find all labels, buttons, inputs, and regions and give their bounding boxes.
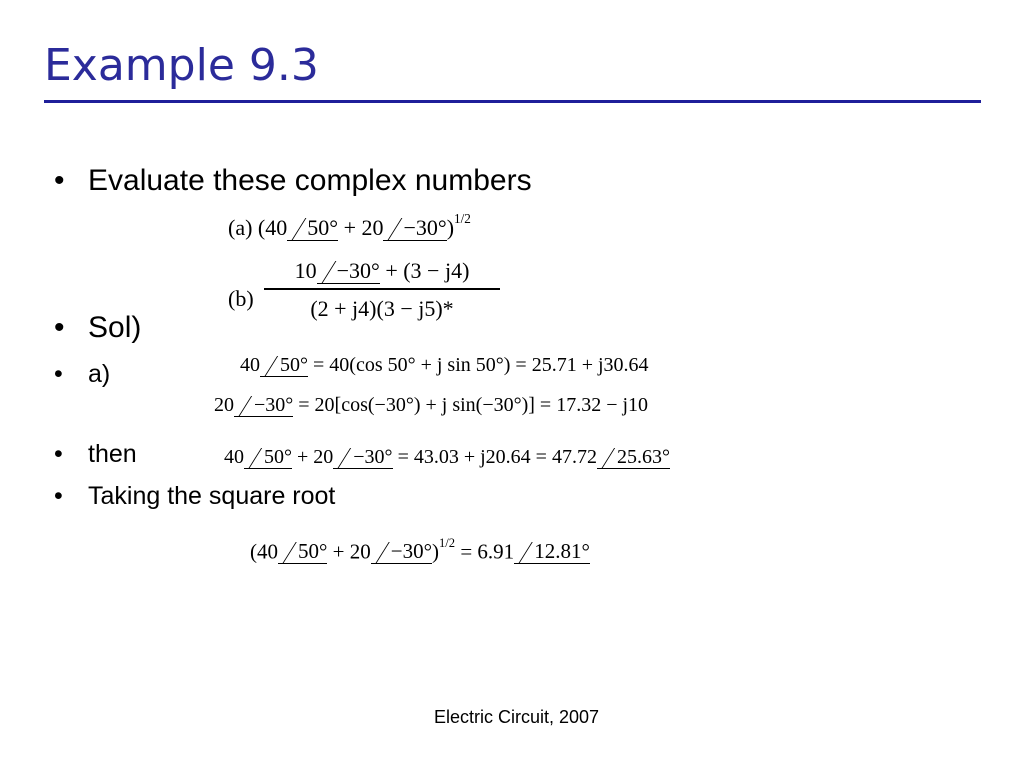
angle-symbol [597, 447, 670, 469]
solution-4-mid2: = 6.91 [455, 539, 515, 564]
equation-a-open: (40 [257, 214, 288, 240]
bullet-a-text: a) [88, 360, 111, 388]
angle-symbol [514, 541, 590, 564]
bullet-evaluate-text: Evaluate these complex numbers [88, 164, 532, 197]
equation-b-label: (b) [228, 286, 254, 311]
bullet-sol-text: Sol) [88, 311, 142, 344]
bullet-then-text: then [88, 440, 137, 468]
equation-a-power: 1/2 [454, 211, 471, 226]
solution-2-post: = 20[cos(−30°) + j sin(−30°)] = 17.32 − j10 [293, 394, 649, 416]
solution-4-power: 1/2 [439, 536, 456, 550]
solution-line-2 [214, 395, 648, 417]
angle-symbol [317, 260, 380, 284]
solution-line-3 [224, 447, 670, 469]
solution-3-angle1: 50° [264, 446, 292, 468]
slide-footer: Electric Circuit, 2007 [434, 707, 600, 727]
equation-b-num-pre: 10 [294, 258, 317, 283]
solution-3-pre: 40 [224, 446, 244, 468]
equation-b-fraction [264, 258, 500, 322]
equation-b-num-angle: −30° [336, 258, 380, 283]
solution-4-angle1: 50° [298, 539, 328, 564]
equation-a-close: ) [446, 214, 455, 240]
bullet-marker: • [54, 482, 63, 510]
solution-3-mid2: = 43.03 + j20.64 = 47.72 [392, 446, 597, 468]
solution-4-mid: + 20 [327, 539, 371, 564]
bullet-marker: • [54, 311, 65, 344]
solution-line-1 [240, 355, 649, 377]
angle-symbol [383, 214, 447, 241]
angle-symbol [234, 395, 293, 417]
angle-symbol [287, 214, 339, 241]
solution-4-angle2: −30° [390, 539, 432, 564]
solution-4-angle3: 12.81° [534, 539, 590, 564]
bullet-then [54, 440, 137, 469]
bullet-sqrt [54, 482, 335, 511]
solution-line-4 [250, 537, 590, 564]
title-underline [44, 100, 981, 103]
solution-3-mid: + 20 [292, 446, 334, 468]
bullet-sol [54, 311, 141, 345]
equation-a-angle2: −30° [403, 214, 447, 240]
bullet-a [54, 360, 110, 389]
solution-4-pre: (40 [250, 539, 278, 564]
equation-a-plus: + 20 [338, 214, 384, 240]
fraction-bar [264, 288, 500, 290]
slide-title: Example 9.3 [44, 40, 319, 91]
equation-b-numerator [264, 258, 500, 284]
bullet-marker: • [54, 440, 63, 468]
bullet-sqrt-text: Taking the square root [88, 482, 336, 510]
bullet-evaluate [54, 164, 532, 198]
solution-2-angle: −30° [254, 394, 294, 416]
equation-b-num-post: + (3 − j4) [379, 258, 470, 283]
solution-3-angle2: −30° [353, 446, 393, 468]
angle-symbol [244, 447, 292, 469]
angle-symbol [260, 355, 308, 377]
equation-b-denominator: (2 + j4)(3 − j5)* [310, 295, 454, 321]
angle-symbol [278, 541, 327, 564]
angle-symbol [333, 447, 392, 469]
bullet-marker: • [54, 164, 65, 197]
angle-symbol [371, 541, 432, 564]
solution-3-angle3: 25.63° [616, 446, 670, 468]
solution-1-post: = 40(cos 50° + j sin 50°) = 25.71 + j30.64 [308, 354, 649, 376]
equation-a [228, 212, 471, 241]
bullet-marker: • [54, 360, 63, 388]
solution-4-close: ) [432, 539, 439, 564]
solution-2-pre: 20 [214, 394, 234, 416]
equation-a-label: (a) [228, 214, 253, 240]
solution-1-angle: 50° [280, 354, 308, 376]
equation-a-angle1: 50° [307, 214, 339, 240]
solution-1-pre: 40 [240, 354, 260, 376]
